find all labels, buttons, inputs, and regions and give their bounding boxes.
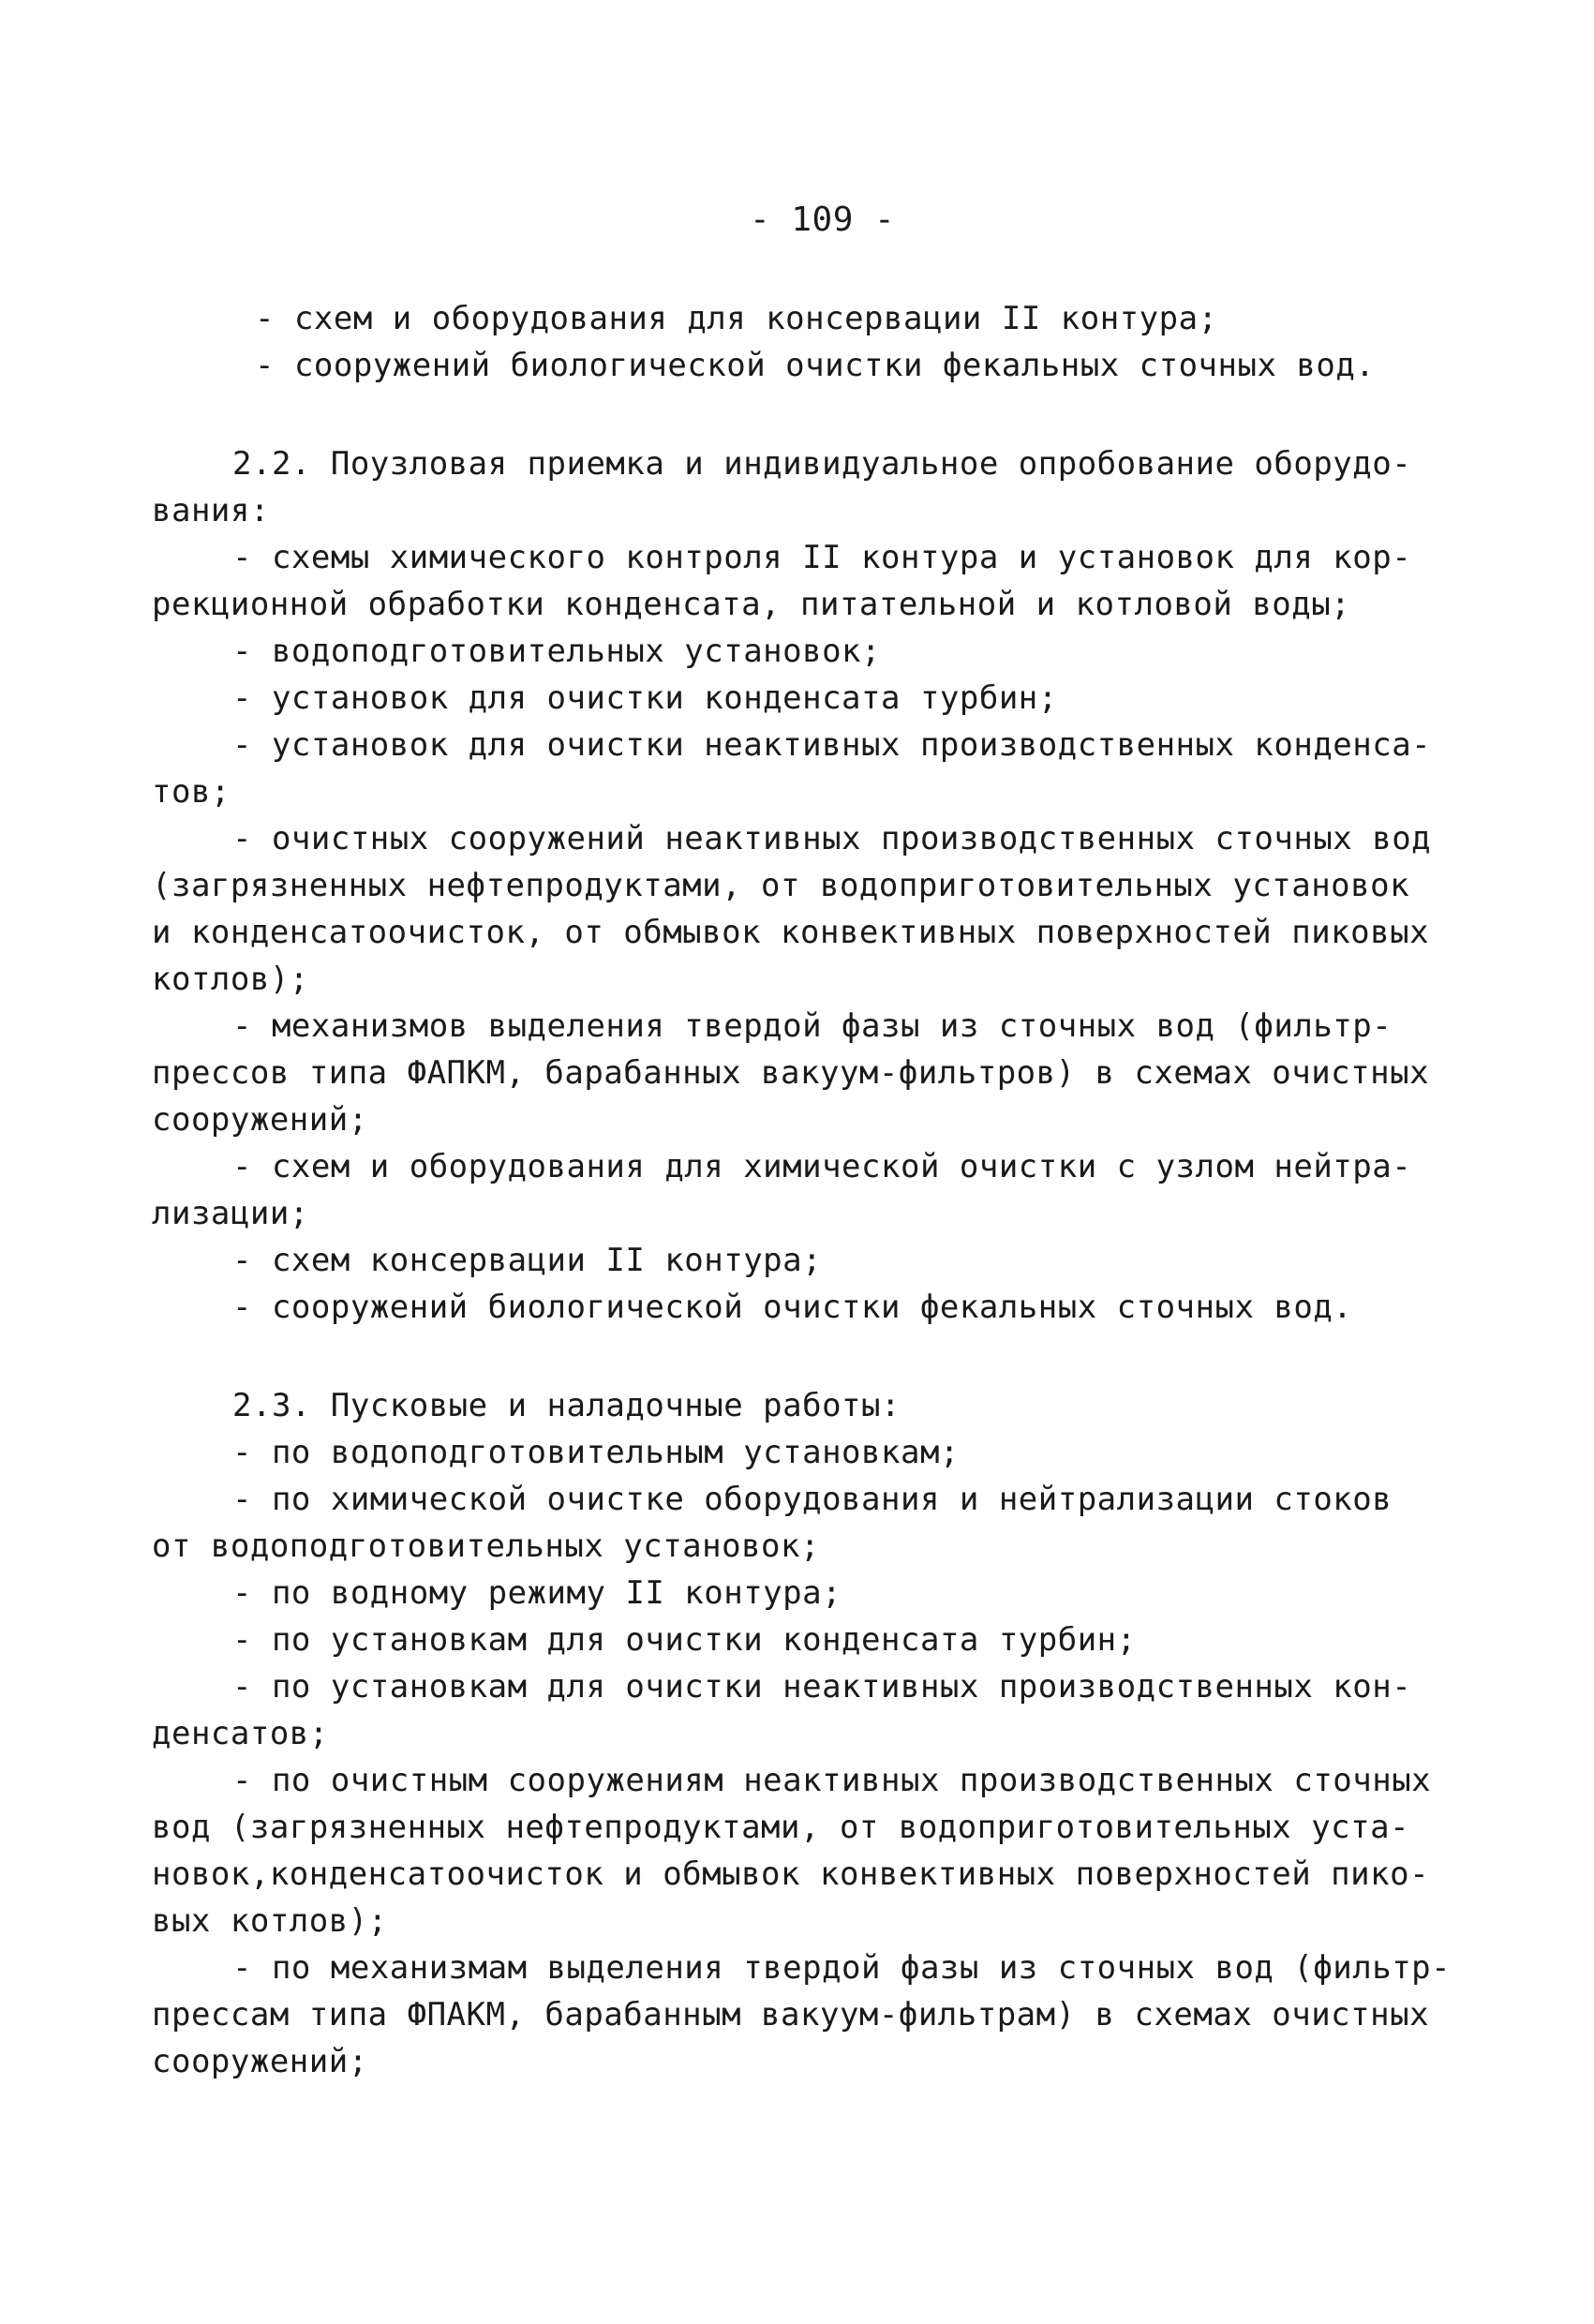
list-item: - схем и оборудования для консервации II контура; xyxy=(255,300,1218,337)
section-heading: 2.2. Поузловая приемка и индивидуальное опробование оборудо- xyxy=(232,445,1412,483)
list-item: - водоподготовительных установок; xyxy=(232,633,882,670)
paragraph-line: и конденсатоочисток, от обмывок конвективных поверхностей пиковых xyxy=(152,914,1430,951)
list-item: - по химической очистке оборудования и нейтрализации стоков xyxy=(232,1481,1393,1518)
list-item: - по механизмам выделения твердой фазы из сточных вод (фильтр- xyxy=(232,1949,1452,1987)
list-item: - схем консервации II контура; xyxy=(232,1242,823,1279)
paragraph-line: прессам типа ФПАКМ, барабанным вакуум-фильтрам) в схемах очистных xyxy=(152,1996,1430,2034)
list-item: - по установкам для очистки конденсата турбин; xyxy=(232,1621,1137,1659)
list-item: - по водоподготовительным установкам; xyxy=(232,1434,960,1471)
list-item: - установок для очистки неактивных производственных конденса- xyxy=(232,726,1432,764)
page-number: - 109 - xyxy=(750,201,896,239)
paragraph-line: котлов); xyxy=(152,961,309,998)
section-heading: 2.3. Пусковые и наладочные работы: xyxy=(232,1387,901,1424)
list-item: - по очистным сооружениям неактивных производственных сточных xyxy=(232,1762,1432,1799)
list-item: - схем и оборудования для химической очистки с узлом нейтра- xyxy=(232,1148,1412,1185)
paragraph-line: новок,конденсатоочисток и обмывок конвективных поверхностей пико- xyxy=(152,1855,1430,1893)
list-item: - очистных сооружений неактивных производственных сточных вод xyxy=(232,820,1432,857)
paragraph-line: сооружений; xyxy=(152,2043,368,2080)
paragraph-line: прессов типа ФАПКМ, барабанных вакуум-фильтров) в схемах очистных xyxy=(152,1054,1430,1092)
paragraph-line: тов; xyxy=(152,773,231,811)
list-item: - по водному режиму II контура; xyxy=(232,1574,842,1612)
paragraph-line: (загрязненных нефтепродуктами, от водоприготовительных установок xyxy=(152,867,1410,904)
paragraph-line: рекционной обработки конденсата, питательной и котловой воды; xyxy=(152,586,1351,623)
paragraph-line: вых котлов); xyxy=(152,1902,388,1940)
paragraph-line: вод (загрязненных нефтепродуктами, от водоприготовительных уста- xyxy=(152,1809,1410,1846)
paragraph-line: от водоподготовительных установок; xyxy=(152,1527,820,1565)
paragraph-line: лизации; xyxy=(152,1195,309,1232)
paragraph-line: сооружений; xyxy=(152,1101,368,1139)
paragraph-line: вания: xyxy=(152,492,270,529)
list-item: - сооружений биологической очистки фекальных сточных вод. xyxy=(232,1289,1353,1326)
list-item: - по установкам для очистки неактивных производственных кон- xyxy=(232,1668,1412,1706)
list-item: - установок для очистки конденсата турбин; xyxy=(232,679,1058,717)
list-item: - схемы химического контроля II контура и установок для кор- xyxy=(232,539,1412,576)
list-item: - механизмов выделения твердой фазы из сточных вод (фильтр- xyxy=(232,1007,1393,1045)
paragraph-line: денсатов; xyxy=(152,1715,329,1752)
list-item: - сооружений биологической очистки фекальных сточных вод. xyxy=(255,347,1376,384)
